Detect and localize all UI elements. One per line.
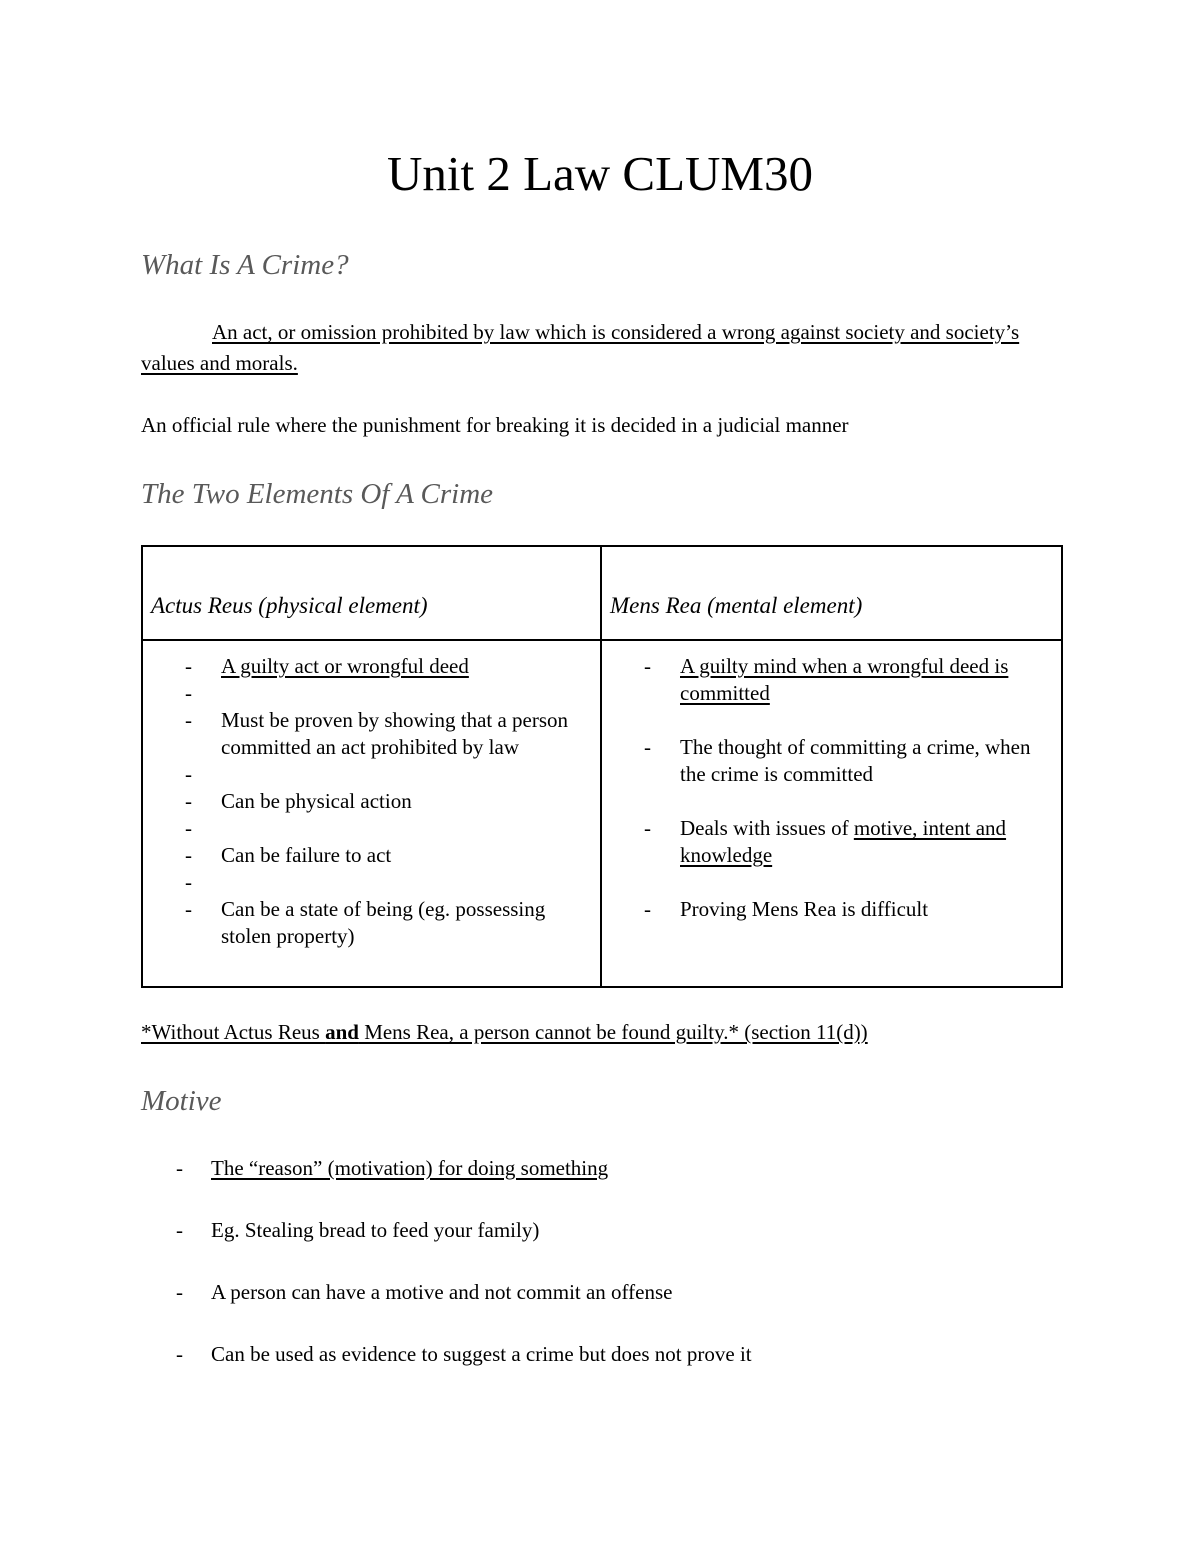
crime-definition-text: An act, or omission prohibited by law which is considered a wrong against society and society’s values and morals.: [141, 320, 1020, 375]
actus-reus-list: [143, 641, 600, 950]
mens-rea-cell: [601, 640, 1062, 987]
mens-rea-header: Mens Rea (mental element): [610, 593, 863, 618]
list-item: [143, 680, 588, 707]
list-item: - Can be a state of being (eg. possessing stolen property): [143, 896, 588, 950]
motive-list: [141, 1153, 1046, 1401]
crime-definition: [141, 317, 1046, 379]
table-header-cell-mens: [601, 546, 1062, 640]
list-item: - The “reason” (motivation) for doing something: [141, 1153, 1046, 1184]
official-rule-text: An official rule where the punishment for breaking it is decided in a judicial manner: [141, 413, 849, 437]
list-item: - A person can have a motive and not commit an offense: [141, 1277, 1046, 1308]
heading-what-is-crime: What Is A Crime?: [141, 249, 349, 281]
list-item: - Proving Mens Rea is difficult: [602, 896, 1049, 923]
list-item: [143, 815, 588, 842]
list-item: - Can be failure to act: [143, 842, 588, 869]
table-header-cell-actus: [142, 546, 601, 640]
list-item: - A guilty mind when a wrongful deed is committed: [602, 653, 1049, 707]
list-item: - Deals with issues of motive, intent and knowledge: [602, 815, 1049, 869]
actus-reus-header: Actus Reus (physical element): [151, 593, 428, 618]
heading-motive: Motive: [141, 1085, 222, 1117]
guilt-footnote: [141, 1017, 1061, 1048]
list-item: - The thought of committing a crime, when the crime is committed: [602, 734, 1049, 788]
footnote-text: *Without Actus Reus and Mens Rea, a person cannot be found guilty.* (section 11(d)): [141, 1020, 868, 1044]
list-item: - Can be physical action: [143, 788, 588, 815]
document-title: Unit 2 Law CLUM30: [387, 146, 813, 201]
list-item: - A guilty act or wrongful deed: [143, 653, 588, 680]
list-item: [143, 869, 588, 896]
heading-two-elements: The Two Elements Of A Crime: [141, 478, 494, 510]
list-item: - Can be used as evidence to suggest a crime but does not prove it: [141, 1339, 1046, 1370]
table-body-row: [142, 640, 1062, 987]
elements-table: [141, 545, 1063, 988]
list-item: - Must be proven by showing that a person committed an act prohibited by law: [143, 707, 588, 761]
mens-rea-list: [602, 641, 1061, 923]
list-item: [143, 761, 588, 788]
list-item: - Eg. Stealing bread to feed your family): [141, 1215, 1046, 1246]
actus-reus-cell: [142, 640, 601, 987]
table-header-row: [142, 546, 1062, 640]
